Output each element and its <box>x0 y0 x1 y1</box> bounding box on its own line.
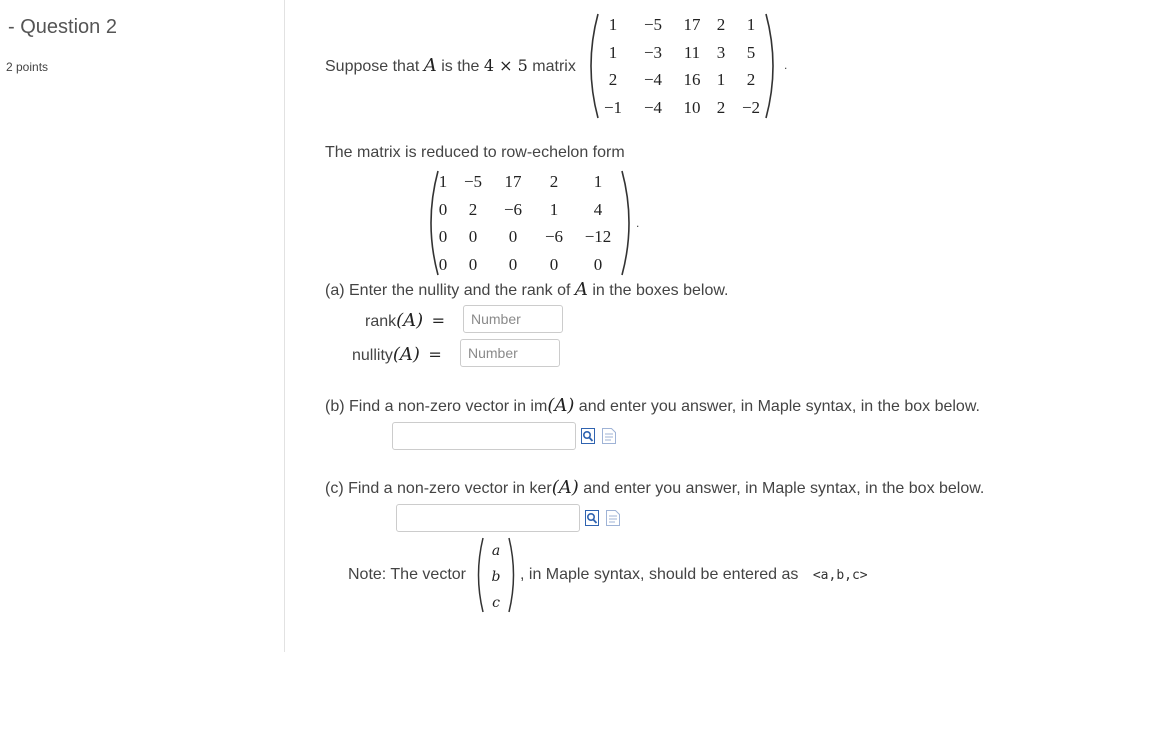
matrix-cell: 1 <box>549 199 559 219</box>
left-paren <box>591 14 598 118</box>
vector-component: a <box>491 543 501 559</box>
matrix-cell: 0 <box>508 227 518 246</box>
preview-icon[interactable] <box>585 510 599 526</box>
preview-icon[interactable] <box>581 428 595 444</box>
matrix-cell: 2 <box>716 15 726 34</box>
question-points: 2 points <box>6 60 49 74</box>
right-paren <box>766 14 773 118</box>
matrix-cell: 1 <box>593 172 603 191</box>
matrix-cell: −4 <box>643 70 663 89</box>
image-vector-input[interactable] <box>392 422 576 450</box>
question-title[interactable]: - Question 2 <box>8 16 117 38</box>
matrix-cell: −3 <box>643 42 663 62</box>
note-text-after <box>520 566 868 584</box>
matrix-cell: 4 <box>593 199 603 219</box>
left-paren <box>479 538 484 612</box>
part-b-text-before: (b) Find a non-zero vector in im <box>325 398 548 415</box>
rank-input[interactable] <box>463 305 563 333</box>
matrix-cell: 1 <box>608 42 618 62</box>
nullity-paren-a: (A) <box>392 344 420 365</box>
matrix-cell: 2 <box>549 172 559 191</box>
matrix-cell: −5 <box>643 15 663 34</box>
matrix-cell: −5 <box>463 172 483 191</box>
right-paren <box>509 538 514 612</box>
matrix-cell: 17 <box>504 172 522 191</box>
nullity-equals: = <box>428 345 442 364</box>
reduced-text: The matrix is reduced to row-echelon form <box>325 144 625 161</box>
matrix-row <box>432 223 622 251</box>
matrix-cell: 2 <box>716 97 726 117</box>
rank-paren-a: (A) <box>396 310 424 331</box>
matrix-row <box>432 168 622 196</box>
reduced-matrix <box>424 168 636 278</box>
part-a-text <box>325 279 728 300</box>
part-c-text-after: and enter you answer, in Maple syntax, in the box below. <box>578 480 985 497</box>
right-paren <box>622 171 629 275</box>
maple-help-icon[interactable] <box>606 510 620 526</box>
part-b-text-after: and enter you answer, in Maple syntax, in the box below. <box>574 398 980 415</box>
matrix-cell: 0 <box>549 254 559 274</box>
matrix-cell: 2 <box>746 70 756 89</box>
part-c-text <box>325 477 984 498</box>
part-a-text-before: (a) Enter the nullity and the rank of <box>325 282 575 299</box>
matrix-cell: −2 <box>741 97 761 117</box>
intro-text <box>325 55 576 76</box>
matrix-cell: 0 <box>438 199 448 219</box>
intro-text-before: Suppose that <box>325 58 424 75</box>
part-c-text-before: (c) Find a non-zero vector in ker <box>325 480 552 497</box>
vector-component: b <box>491 569 501 585</box>
original-matrix-table <box>598 11 766 121</box>
part-c-paren-a: (A) <box>551 477 579 498</box>
reduced-period: . <box>636 216 640 230</box>
rank-label-text: rank <box>365 313 397 330</box>
matrix-cell: −12 <box>584 227 612 246</box>
matrix-cell: 11 <box>683 42 701 62</box>
matrix-cell: 5 <box>746 42 756 62</box>
matrix-cell: −1 <box>603 97 623 117</box>
matrix-row <box>432 196 622 224</box>
kernel-vector-input[interactable] <box>396 504 580 532</box>
matrix-cell: 0 <box>593 254 603 274</box>
intro-var-a: A <box>423 55 437 76</box>
matrix-cell: 0 <box>438 227 448 246</box>
matrix-cell: 0 <box>508 254 518 274</box>
matrix-cell: 1 <box>438 172 448 191</box>
matrix-cell: −4 <box>643 97 663 117</box>
matrix-cell: 0 <box>468 227 478 246</box>
matrix-cell: 2 <box>468 199 478 219</box>
intro-text-mid: is the <box>436 58 484 75</box>
matrix-cell: −6 <box>503 199 523 219</box>
original-matrix <box>584 11 784 121</box>
matrix-cell: 10 <box>683 97 701 117</box>
matrix-cell: 3 <box>716 42 726 62</box>
matrix-cell: 16 <box>683 70 701 89</box>
part-a-text-after: in the boxes below. <box>587 282 729 299</box>
matrix-row <box>432 251 622 279</box>
matrix-cell: 0 <box>468 254 478 274</box>
matrix-cell: 17 <box>683 15 701 34</box>
rank-equals: = <box>431 311 446 330</box>
intro-period: . <box>784 58 788 72</box>
part-b-text <box>325 395 980 416</box>
matrix-cell: 1 <box>716 70 726 89</box>
matrix-cell: 1 <box>608 15 618 34</box>
intro-text-after: matrix <box>527 58 576 75</box>
nullity-label <box>352 344 442 365</box>
matrix-cell: 1 <box>746 15 756 34</box>
intro-dims: 4 × 5 <box>483 56 528 75</box>
reduced-matrix-table <box>432 168 622 278</box>
matrix-row <box>598 39 766 67</box>
matrix-cell: −6 <box>544 227 564 246</box>
maple-help-icon[interactable] <box>602 428 616 444</box>
note-vector <box>474 536 518 614</box>
nullity-label-text: nullity <box>352 347 393 364</box>
part-a-var-a: A <box>574 279 588 300</box>
note-text-before: Note: The vector <box>348 566 466 583</box>
matrix-row <box>598 11 766 39</box>
matrix-cell: 2 <box>608 70 618 89</box>
matrix-row <box>598 94 766 122</box>
maple-syntax-example: <a,b,c> <box>812 568 868 583</box>
part-b-paren-a: (A) <box>547 395 575 416</box>
nullity-input[interactable] <box>460 339 560 367</box>
note-text-after-text: , in Maple syntax, should be entered as <box>520 566 799 583</box>
vector-component: c <box>492 595 500 611</box>
matrix-row <box>598 66 766 94</box>
rank-label <box>365 310 445 331</box>
matrix-cell: 0 <box>438 254 448 274</box>
